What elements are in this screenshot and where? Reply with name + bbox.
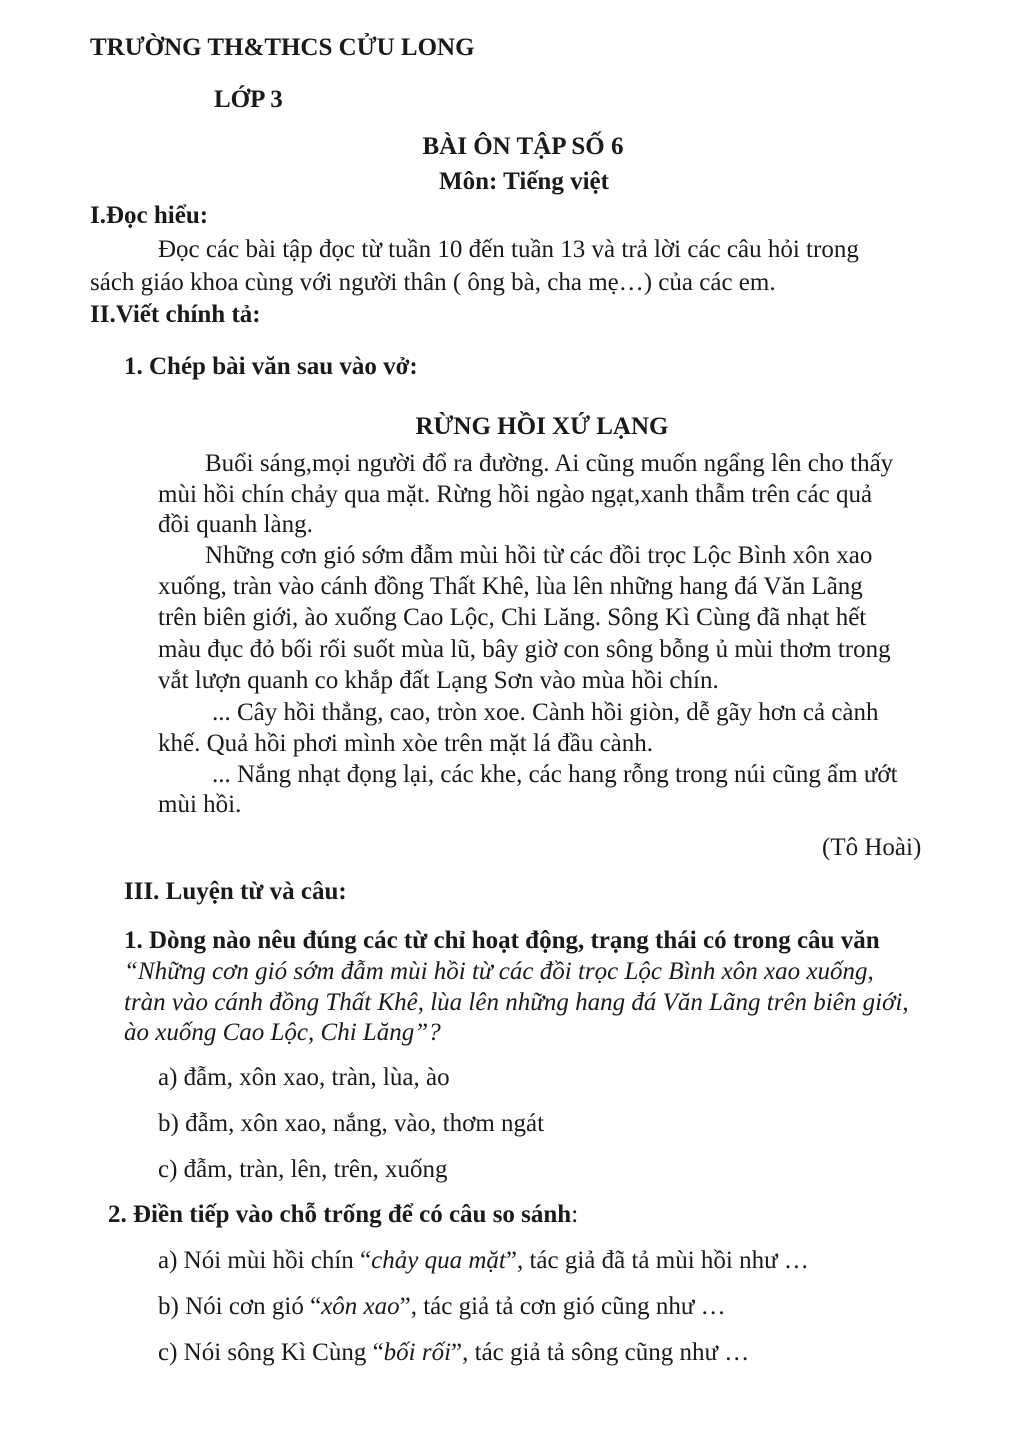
question-2-b-quote: xôn xao	[321, 1293, 400, 1320]
exercise-title: BÀI ÔN TẬP SỐ 6	[422, 133, 624, 160]
section-vocabulary-heading: III. Luyện từ và câu:	[124, 878, 347, 905]
question-1-quote-line: “Những cơn gió sớm đẫm mùi hồi từ các đồi trọc Lộc Bình xôn xao xuống,	[124, 958, 874, 985]
school-name: TRƯỜNG TH&THCS CỬU LONG	[90, 34, 475, 61]
passage-line: vắt lượn quanh co khắp đất Lạng Sơn vào mùa hồi chín.	[158, 667, 719, 694]
grade-label: LỚP 3	[214, 86, 283, 113]
question-2-label-text: 2. Điền tiếp vào chỗ trống để có câu so sánh	[108, 1201, 572, 1228]
question-2-item-c	[158, 1337, 749, 1368]
question-2-c-suffix: ”, tác giả tả sông cũng như …	[451, 1339, 750, 1366]
passage-line: xuống, tràn vào cánh đồng Thất Khê, lùa lên những hang đá Văn Lãng	[158, 573, 863, 600]
passage-line: mùi hồi.	[158, 791, 242, 818]
passage-line: mùi hồi chín chảy qua mặt. Rừng hồi ngào ngạt,xanh thẫm trên các quả	[158, 481, 873, 508]
question-2-item-a	[158, 1245, 809, 1276]
question-2-a-prefix: a) Nói mùi hồi chín “	[158, 1247, 372, 1274]
question-2-b-suffix: ”, tác giả tả cơn gió cũng như …	[399, 1293, 726, 1320]
passage-line: màu đục đỏ bối rối suốt mùa lũ, bây giờ con sông bỗng ủ mùi thơm trong	[158, 636, 891, 663]
question-1-option-a: a) đẫm, xôn xao, tràn, lùa, ào	[158, 1064, 450, 1091]
passage-line: khế. Quả hồi phơi mình xòe trên mặt lá đầu cành.	[158, 730, 654, 757]
question-2-label	[108, 1199, 578, 1230]
question-1-quote-line: tràn vào cánh đồng Thất Khê, lùa lên những hang đá Văn Lãng trên biên giới,	[124, 989, 909, 1016]
section-reading-heading: I.Đọc hiểu:	[90, 202, 209, 229]
question-2-c-prefix: c) Nói sông Kì Cùng “	[158, 1339, 384, 1366]
dictation-item-1: 1. Chép bài văn sau vào vở:	[124, 353, 418, 380]
reading-instruction-line-2: sách giáo khoa cùng với người thân ( ông bà, cha mẹ…) của các em.	[90, 269, 776, 296]
passage-author: (Tô Hoài)	[822, 834, 922, 861]
passage-line: Những cơn gió sớm đẫm mùi hồi từ các đồi trọc Lộc Bình xôn xao	[205, 542, 873, 569]
question-2-c-quote: bối rối	[383, 1339, 452, 1366]
passage-line: ... Cây hồi thẳng, cao, tròn xoe. Cành hồi giòn, dễ gãy hơn cả cành	[212, 699, 879, 726]
question-2-item-b	[158, 1291, 726, 1322]
question-2-label-colon: :	[571, 1201, 579, 1228]
passage-line: đồi quanh làng.	[158, 511, 313, 538]
section-dictation-heading: II.Viết chính tả:	[90, 301, 261, 328]
passage-line: ... Nắng nhạt đọng lại, các khe, các hang rỗng trong núi cũng ẩm ướt	[212, 761, 898, 788]
passage-line: trên biên giới, ào xuống Cao Lộc, Chi Lăng. Sông Kì Cùng đã nhạt hết	[158, 604, 867, 631]
reading-instruction-line-1: Đọc các bài tập đọc từ tuần 10 đến tuần 13 và trả lời các câu hỏi trong	[158, 236, 859, 263]
passage-line: Buổi sáng,mọi người đổ ra đường. Ai cũng muốn ngẩng lên cho thấy	[205, 450, 894, 477]
question-2-a-quote: chảy qua mặt	[371, 1247, 506, 1274]
question-1-option-b: b) đẫm, xôn xao, nắng, vào, thơm ngát	[158, 1110, 545, 1137]
question-2-a-suffix: ”, tác giả đã tả mùi hồi như …	[505, 1247, 809, 1274]
question-1-option-c: c) đẫm, tràn, lên, trên, xuống	[158, 1156, 448, 1183]
passage-title: RỪNG HỒI XỨ LẠNG	[415, 413, 669, 440]
question-2-b-prefix: b) Nói cơn gió “	[158, 1293, 322, 1320]
subject-label: Môn: Tiếng việt	[439, 168, 609, 195]
question-1-quote-line: ào xuống Cao Lộc, Chi Lăng”?	[124, 1019, 441, 1046]
question-1-label: 1. Dòng nào nêu đúng các từ chỉ hoạt động, trạng thái có trong câu văn	[124, 927, 880, 954]
